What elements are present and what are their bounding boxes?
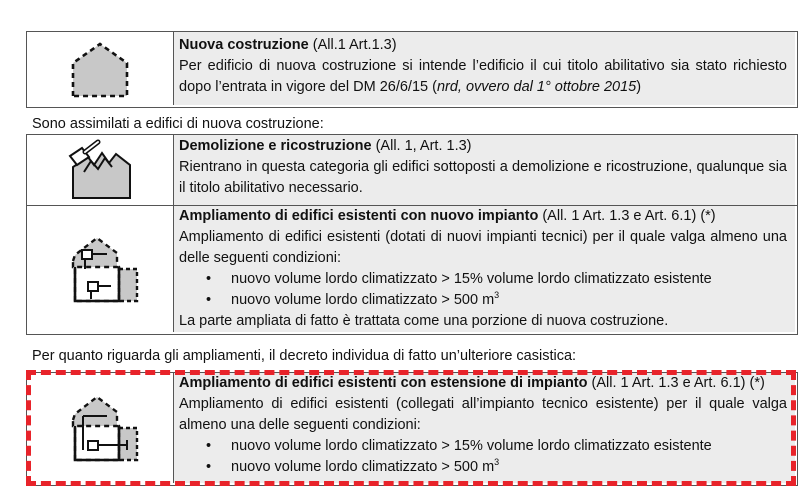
new-construction-note: nrd, ovvero dal 1° ottobre 2015 [436,79,637,95]
expansion-ext-ref: (All. 1 Art. 1.3 e Art. 6.1) (*) [587,375,765,391]
demolition-title: Demolizione e ricostruzione [179,138,372,154]
expansion-new-bullet-2-sup: 3 [494,290,500,300]
expansion-new-bullet-2 [179,290,787,311]
demolition-text-cell [174,135,795,205]
expansion-new-text: Ampliamento di edifici esistenti (dotati di nuovi impianti tecnici) per il quale valga almeno una delle seguenti condizioni: [179,229,787,266]
expansion-ext-bullet-2 [179,457,787,478]
demolition-text: Rientrano in questa categoria gli edifici sottoposti a demolizione e ricostruzione, qualunque sia il titolo abilitativo necessario. [179,159,787,196]
expansion-ext-title: Ampliamento di edifici esistenti con estensione di impianto [179,375,588,391]
expansion-ext-row [27,373,797,483]
expansion-ext-cell-icon [27,373,174,483]
expansion-new-bullet-1: • nuovo volume lordo climatizzato > 15% volume lordo climatizzato esistente [179,269,787,290]
caption-assimilated: Sono assimilati a edifici di nuova costruzione: [32,116,324,132]
expansion-ext-bullet-2-sup: 3 [494,457,500,467]
expansion-ext-text: Ampliamento di edifici esistenti (collegati all’impianto tecnico esistente) per il quale valga almeno una delle seguenti condizioni: [179,396,787,433]
expansion-new-footer: La parte ampliata di fatto è trattata come una porzione di nuova costruzione. [179,313,669,329]
demolition-icon [58,139,142,201]
new-construction-text-cell [174,32,795,105]
expansion-new-cell-icon [27,206,174,332]
assimilated-table [26,134,798,335]
expansion-ext-bullet-1: • nuovo volume lordo climatizzato > 15% volume lordo climatizzato esistente [179,436,787,457]
new-building-icon [60,38,140,100]
expansion-new-plant-icon [55,233,145,305]
expansion-new-conditions [179,269,787,311]
expansion-extension-table [26,372,798,486]
expansion-new-row [27,205,797,332]
caption-expansions: Per quanto riguarda gli ampliamenti, il decreto individua di fatto un’ulteriore casistica: [32,348,577,364]
expansion-ext-text-cell [174,373,795,483]
expansion-new-bullet-2-text: nuovo volume lordo climatizzato > 500 m [231,292,495,308]
demolition-row [27,135,797,205]
new-construction-cell-icon [27,32,174,105]
expansion-new-text-cell [174,206,795,332]
new-construction-text: Per edificio di nuova costruzione si intende l’edificio il cui titolo abilitativo sia stato richiesto dopo l’entrata in vigore del DM 26/6/15 ( [179,58,787,95]
expansion-extension-plant-icon [55,392,145,464]
new-construction-title: Nuova costruzione [179,37,309,53]
new-construction-text-end: ) [636,79,642,95]
expansion-ext-bullet-2-text: nuovo volume lordo climatizzato > 500 m [231,459,495,475]
new-construction-row [27,32,797,105]
expansion-ext-conditions [179,436,787,478]
expansion-new-title: Ampliamento di edifici esistenti con nuovo impianto [179,208,539,224]
expansion-new-ref: (All. 1 Art. 1.3 e Art. 6.1) (*) [538,208,716,224]
demolition-ref: (All. 1, Art. 1.3) [371,138,472,154]
demolition-cell-icon [27,135,174,205]
new-construction-table [26,31,798,108]
new-construction-ref: (All.1 Art.1.3) [308,37,397,53]
